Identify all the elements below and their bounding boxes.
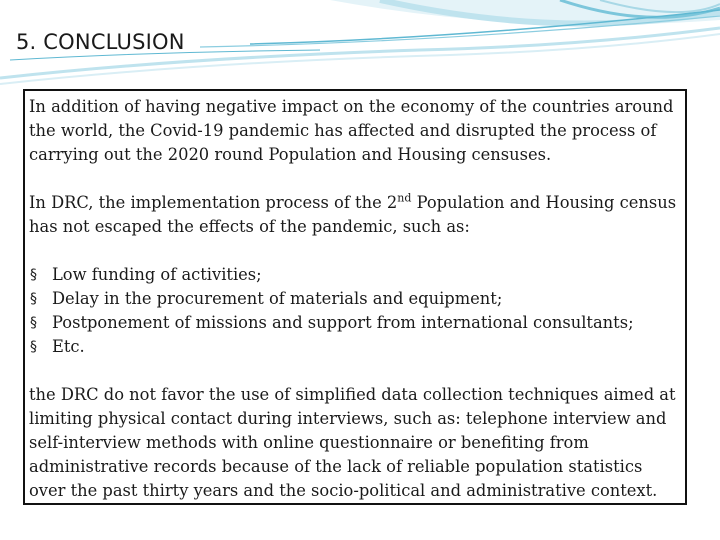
- ordinal-superscript: nd: [397, 191, 412, 205]
- bullet-text: Etc.: [52, 337, 85, 356]
- section-sign-icon: §: [30, 267, 37, 283]
- bullet-text: Postponement of missions and support from international consultants;: [52, 313, 634, 332]
- section-sign-icon: §: [30, 315, 37, 331]
- paragraph-spacer: [29, 239, 677, 263]
- intro-paragraph: In addition of having negative impact on the economy of the countries around the world, the Covid-19 pandemic has affected and disrupted the process of carrying out the 2020 round Population and Housing censuses.: [29, 97, 674, 164]
- paragraph-spacer: [29, 167, 677, 191]
- section-sign-icon: §: [30, 291, 37, 307]
- drc-effects-text-start: In DRC, the implementation process of the 2: [29, 193, 398, 212]
- data-collection-paragraph: the DRC do not favor the use of simplified data collection techniques aimed at limiting physical contact during interviews, such as: telephone interview and self-interview methods with online questionnaire or benefiting from administrative records because of the lack of reliable population statistics over the past thirty years and the socio-political and administrative context.: [29, 385, 676, 500]
- section-sign-icon: §: [30, 339, 37, 355]
- bullet-item-etc: [29, 335, 677, 359]
- drc-effects-paragraph: [29, 191, 677, 239]
- conclusion-content-box: [23, 89, 687, 505]
- effects-bullet-list: [29, 263, 677, 359]
- bullet-item-postponement: [29, 311, 677, 335]
- bullet-item-low-funding: [29, 263, 677, 287]
- bullet-text: Low funding of activities;: [52, 265, 262, 284]
- bullet-text: Delay in the procurement of materials and equipment;: [52, 289, 503, 308]
- drc-effects-text-end: Population and Housing census has not escaped the effects of the pandemic, such as:: [29, 193, 677, 236]
- bullet-item-procurement-delay: [29, 287, 677, 311]
- paragraph-spacer: [29, 359, 677, 383]
- page-title: 5. CONCLUSION: [16, 30, 185, 54]
